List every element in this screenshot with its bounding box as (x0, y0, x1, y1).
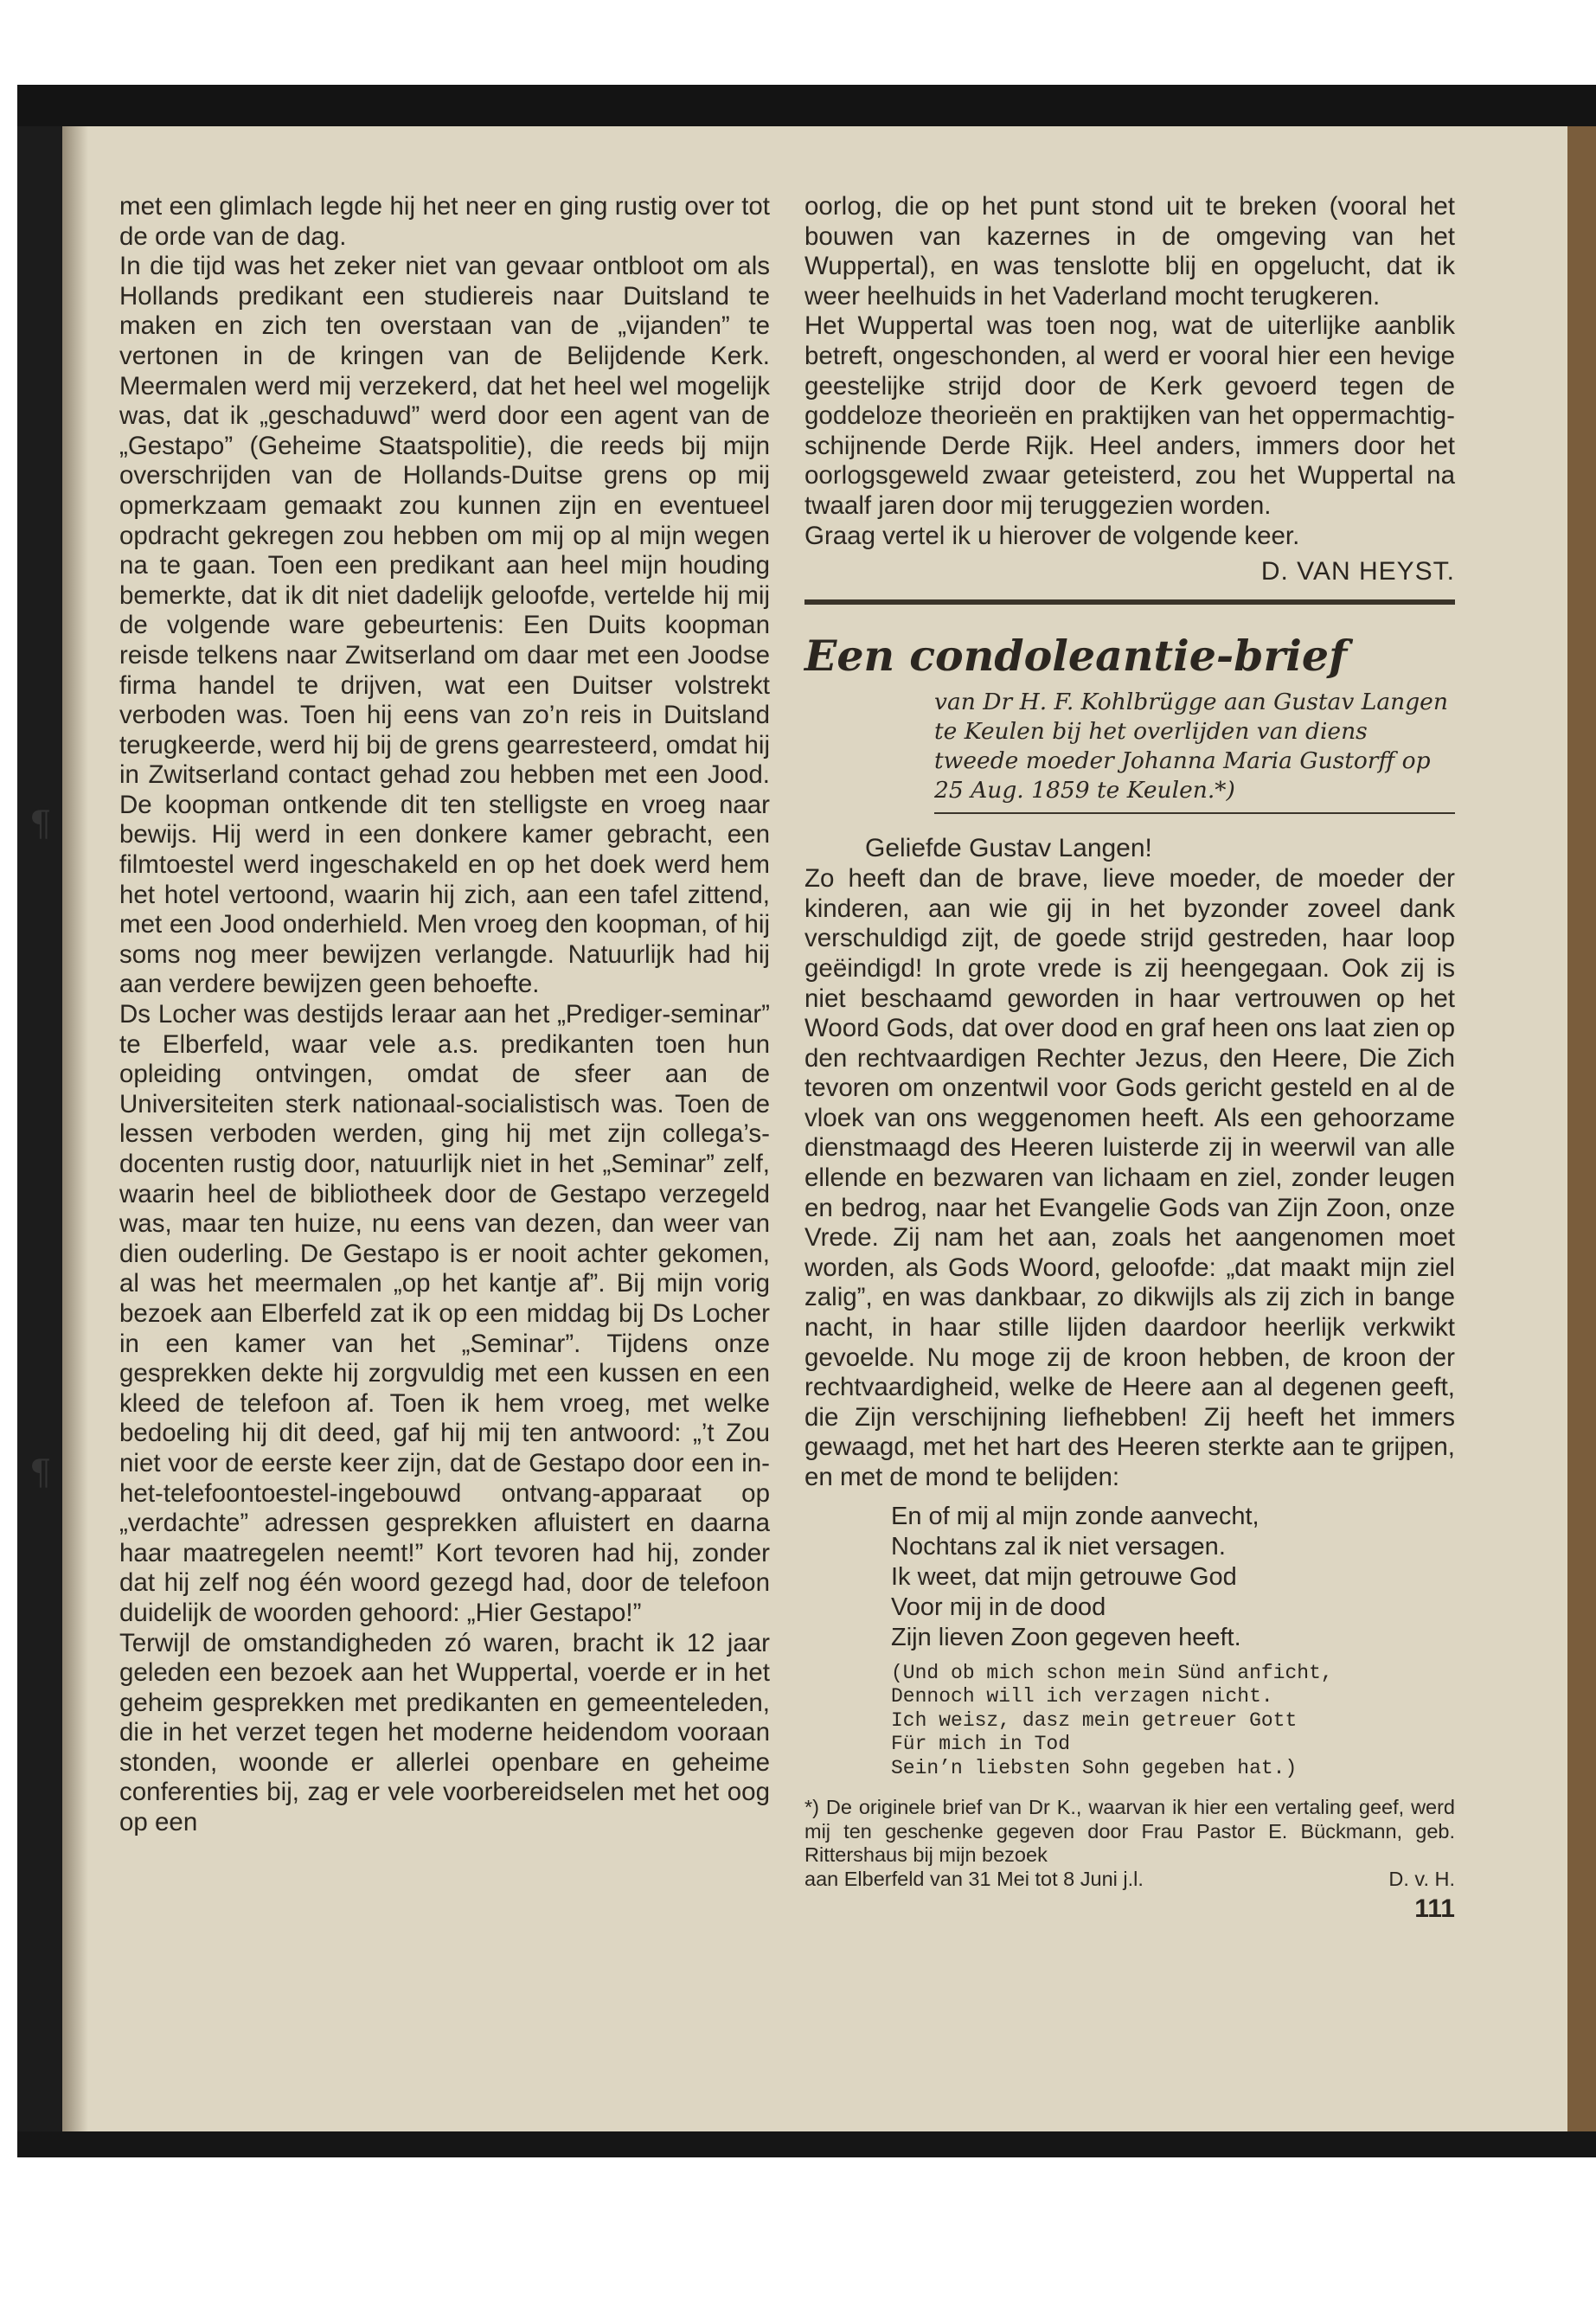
left-paragraph-4: Terwijl de omstandigheden zó waren, bracht ik 12 jaar geleden een bezoek aan het Wuppertal, voerde er in het geheim gesprekken met predikanten en gemeenteleden, die in het verzet tegen het moderne heidendom vooraan stonden, woonde er allerlei openbare en geheime conferenties bij, zag er vele voorbereidselen met het oog op een (119, 1628, 770, 1837)
letter-salutation: Geliefde Gustav Langen! (865, 834, 1152, 863)
poem-line: En of mij al mijn zonde aanvecht, (891, 1502, 1259, 1530)
right-paragraph-3: Graag vertel ik u hierover de volgende keer. (804, 521, 1300, 550)
poem-line: Zijn lieven Zoon gegeven heeft. (891, 1623, 1241, 1651)
poem-line: Nochtans zal ik niet versagen. (891, 1532, 1226, 1561)
poem-german-line: Für mich in Tod (891, 1733, 1071, 1756)
right-paragraph-1: oorlog, die op het punt stond uit te breken (vooral het bouwen van kazernes in de omgeving van het Wuppertal), en was tenslotte blij en opgelucht, dat ik weer heelhuids in het Vaderland mocht terugkeren. (804, 192, 1455, 311)
poem-german-line: (Und ob mich schon mein Sünd anficht, (891, 1661, 1333, 1684)
scan-border-bottom (17, 2131, 1596, 2157)
page-number: 111 (1414, 1894, 1455, 1924)
left-paragraph-2: In die tijd was het zeker niet van gevaar ontbloot om als Hollands predikant een studiereis naar Duitsland te maken en zich ten overstaan van de „vijanden” te vertonen in de kringen van de Belijdende Kerk. Meermalen werd mij verzekerd, dat het heel wel mogelijk was, dat ik „geschaduwd” werd door een agent van de „Gestapo” (Geheime Staatspolitie), die reeds bij mijn overschrijden van de Hollands-Duitse grens op mij opmerkzaam gemaakt zou kunnen zijn en eventueel opdracht gekregen zou hebben om mij op al mijn wegen na te gaan. Toen een predikant aan heel mijn houding bemerkte, dat ik dit niet dadelijk geloofde, vertelde hij mij de volgende ware gebeurtenis: Een Duits koopman reisde telkens naar Zwitserland om daar met een Joodse firma handel te drijven, wat een Duitser volstrekt verboden was. Toen hij eens van zo’n reis in Duitsland terugkeerde, werd hij bij de grens gearresteerd, omdat hij in Zwitserland contact gehad zou hebben met een Jood. De koopman ontkende dit ten stelligste en vroeg naar bewijs. Hij werd in een donkere kamer gebracht, een filmtoestel werd ingeschakeld en op het doek werd hem het hotel vertoond, waarin hij zich, aan een tafel zittend, met een Jood onderhield. Men vroeg den koopman, of hij soms nog meer bewijzen verlangde. Natuurlijk had hij aan verdere bewijzen geen behoefte. (119, 252, 770, 999)
footnote-initials: D. v. H. (1388, 1867, 1455, 1890)
scan-border-right (1567, 126, 1596, 2131)
right-column (804, 192, 1455, 1924)
letter-body: Zo heeft dan de brave, lieve moeder, de moeder der kinderen, aan wie gij in het byzonder zoveel dank verschuldigd zijt, de goede strijd gestreden, haar loop geëindigd! In grote vrede is zij heengegaan. Ook zij is niet beschaamd geworden in haar vertrouwen op het Woord Gods, dat over dood en graf heen ons laat zien op den rechtvaardigen Rechter Jezus, den Heere, Die Zich tevoren om onzentwil voor Gods gericht gesteld en al de vloek van ons weggenomen heeft. Als een gehoorzame dienstmaagd des Heeren luisterde zij in weerwil van alle ellende en bezwaren van lichaam en ziel, zonder leugen en bedrog, naar het Evangelie Gods van Zijn Zoon, onze Vrede. Zij nam het aan, zoals het aangenomen moet worden, als Gods Woord, geloofde: „dat maakt mijn ziel zalig”, en was dankbaar, zo dikwijls als zij zich in bange nacht, in haar stille lijden daardoor heerlijk verkwikt gevoelde. Nu moge zij de kroon hebben, de kroon der rechtvaardigheid, welke de Heere aan al degenen geeft, die Zijn verschijning liefhebben! Zij heeft het immers gewaagd, met het hart des Heeren sterkte aan te grijpen, en met de mond te belijden: (804, 864, 1455, 1491)
footnote: *) De originele brief van Dr K., waarvan ik hier een vertaling geef, werd mij ten geschenke gegeven door Frau Pastor E. Bückmann, geb. Rittershaus bij mijn bezoek (804, 1796, 1455, 1867)
subtitle-divider (934, 812, 1455, 814)
gutter-shadow (62, 126, 88, 2131)
left-column (119, 192, 770, 1838)
poem-german-line: Dennoch will ich verzagen nicht. (891, 1685, 1273, 1708)
footnote-end (804, 1868, 1455, 1892)
poem-line: Ik weet, dat mijn getrouwe God (891, 1562, 1237, 1591)
hymn-verse-german (891, 1662, 1455, 1781)
article-subtitle: van Dr H. F. Kohlbrügge aan Gustav Langen te Keulen bij het overlijden van diens tweede moeder Johanna Maria Gustorff op 25 Aug. 1859 te Keulen.*) (934, 689, 1448, 804)
author-signature: D. VAN HEYST. (1260, 557, 1455, 586)
left-paragraph-1: met een glimlach legde hij het neer en ging rustig over tot de orde van de dag. (119, 192, 770, 251)
scan-border-left (17, 126, 62, 2131)
scan-border-top (17, 85, 1596, 126)
left-paragraph-3: Ds Locher was destijds leraar aan het „Prediger-seminar” te Elberfeld, waar vele a.s. predikanten toen hun opleiding ontvingen, omdat de sfeer aan de Universiteiten sterk nationaal-socialistisch was. Toen de lessen verboden werden, ging hij met zijn collega’s-docenten rustig door, natuurlijk niet in het „Seminar” zelf, waarin heel de bibliotheek door de Gestapo verzegeld was, maar ten huize, nu eens van dezen, dan weer van dien ouderling. De Gestapo is er nooit achter gekomen, al was het meermalen „op het kantje af”. Bij mijn vorig bezoek aan Elberfeld zat ik op een middag bij Ds Locher in een kamer van het „Seminar”. Tijdens onze gesprekken dekte hij zorgvuldig met een kussen en een kleed de telefoon af. Toen ik hem vroeg, met welke bedoeling hij dit deed, gaf hij mij ten antwoord: „’t Zou niet voor de eerste keer zijn, dat de Gestapo door een in-het-telefoontoestel-ingebouwd ontvang-apparaat op „verdachte” adressen gesprekken afluistert en daarna haar maatregelen neemt!” Kort tevoren had hij, zonder dat hij zelf nog één woord gezegd had, door de telefoon duidelijk de woorden gehoord: „Hier Gestapo!” (119, 1000, 770, 1627)
article-title: Een condoleantie-brief (804, 631, 1348, 682)
poem-line: Voor mij in de dood (891, 1593, 1106, 1621)
section-divider (804, 599, 1455, 605)
right-paragraph-2: Het Wuppertal was toen nog, wat de uiterlijke aanblik betreft, ongeschonden, al werd er vooral hier een hevige geestelijke strijd door de Kerk gevoerd tegen de goddeloze theorieën en praktijken van het oppermachtig-schijnende Derde Rijk. Heel anders, immers door het oorlogsgeweld zwaar geteisterd, zou het Wuppertal na twaalf jaren door mij teruggezien worden. (804, 311, 1455, 520)
poem-german-line: Sein’n liebsten Sohn gegeben hat.) (891, 1756, 1298, 1779)
margin-mark-top: ¶ (29, 804, 52, 844)
footnote-end-text: aan Elberfeld van 31 Mei tot 8 Juni j.l. (804, 1867, 1144, 1890)
hymn-verse-dutch (891, 1502, 1455, 1653)
margin-mark-bottom: ¶ (29, 1453, 52, 1493)
poem-german-line: Ich weisz, dasz mein getreuer Gott (891, 1708, 1298, 1732)
